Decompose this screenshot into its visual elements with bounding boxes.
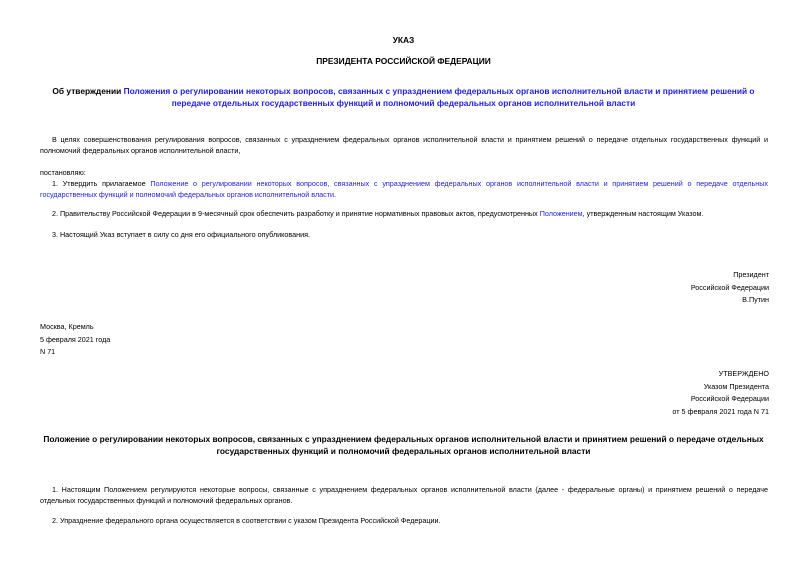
signature-block: [691, 269, 769, 307]
approval-line-4: от 5 февраля 2021 года N 71: [672, 406, 769, 416]
item-2-link[interactable]: Положением: [539, 209, 583, 218]
item-2-suffix: , утвержденным настоящим Указом.: [582, 209, 704, 218]
signature-title: Президент: [733, 270, 769, 279]
decree-item-1: [40, 178, 768, 200]
item-1-link[interactable]: Положение о регулировании некоторых вопросов, связанных с упразднением федеральных органов исполнительной власти и принятием решений о передаче отдельных государственных функций и полномочий федеральных органов исполнительной власти: [40, 179, 768, 200]
issuer-heading: ПРЕЗИДЕНТА РОССИЙСКОЙ ФЕДЕРАЦИИ: [316, 56, 491, 66]
date: 5 февраля 2021 года: [40, 334, 111, 344]
place-date-block: [40, 321, 110, 359]
approval-line-3: Российской Федерации: [690, 394, 769, 404]
item-1-prefix: 1. Утвердить прилагаемое: [52, 179, 151, 188]
decree-title: [40, 85, 767, 109]
preamble: В целях совершенствования регулирования вопросов, связанных с упразднением федеральных органов исполнительной власти и принятием решений о передаче отдельных государственных функций и полномочий федеральных органов исполнительной власти,: [40, 135, 768, 156]
approval-block: [672, 368, 769, 418]
decree-item-3: 3. Настоящий Указ вступает в силу со дня его официального опубликования.: [52, 230, 311, 239]
decree-item-2: [40, 208, 768, 219]
place: Москва, Кремль: [40, 322, 94, 331]
item-1-suffix: .: [334, 190, 337, 200]
signature-country: Российской Федерации: [690, 282, 769, 292]
decree-title-link[interactable]: Положения о регулировании некоторых вопросов, связанных с упразднением федеральных органов исполнительной власти и принятием решений о передаче отдельных государственных функций и полномочий федеральных органов исполнительной власти: [123, 86, 755, 109]
approval-line-2: Указом Президента: [703, 381, 769, 391]
regulation-title: Положение о регулировании некоторых вопросов, связанных с упразднением федеральных органов исполнительной власти и принятием решений о передаче отдельных государственных функций и полномочий федеральных органов исполнительной власти: [43, 434, 764, 457]
resolve-text: постановляю:: [40, 168, 86, 177]
signature-name: В.Путин: [742, 295, 769, 305]
decree-title-prefix: Об утверждении: [52, 86, 124, 96]
decree-heading: УКАЗ: [392, 35, 415, 45]
decree-number: N 71: [40, 347, 56, 357]
item-2-prefix: 2. Правительству Российской Федерации в 9-месячный срок обеспечить разработку и принятие нормативных правовых актов, предусмотренных: [52, 209, 540, 218]
regulation-paragraph-1: 1. Настоящим Положением регулируются некоторые вопросы, связанные с упразднением федеральных органов исполнительной власти (далее - федеральные органы) и принятием решений о передаче отдельных государственных функций и полномочий федеральных органов.: [40, 485, 768, 506]
approval-line-1: УТВЕРЖДЕНО: [718, 369, 769, 378]
regulation-paragraph-2: 2. Упразднение федерального органа осуществляется в соответствии с указом Президента Российской Федерации.: [52, 516, 441, 525]
